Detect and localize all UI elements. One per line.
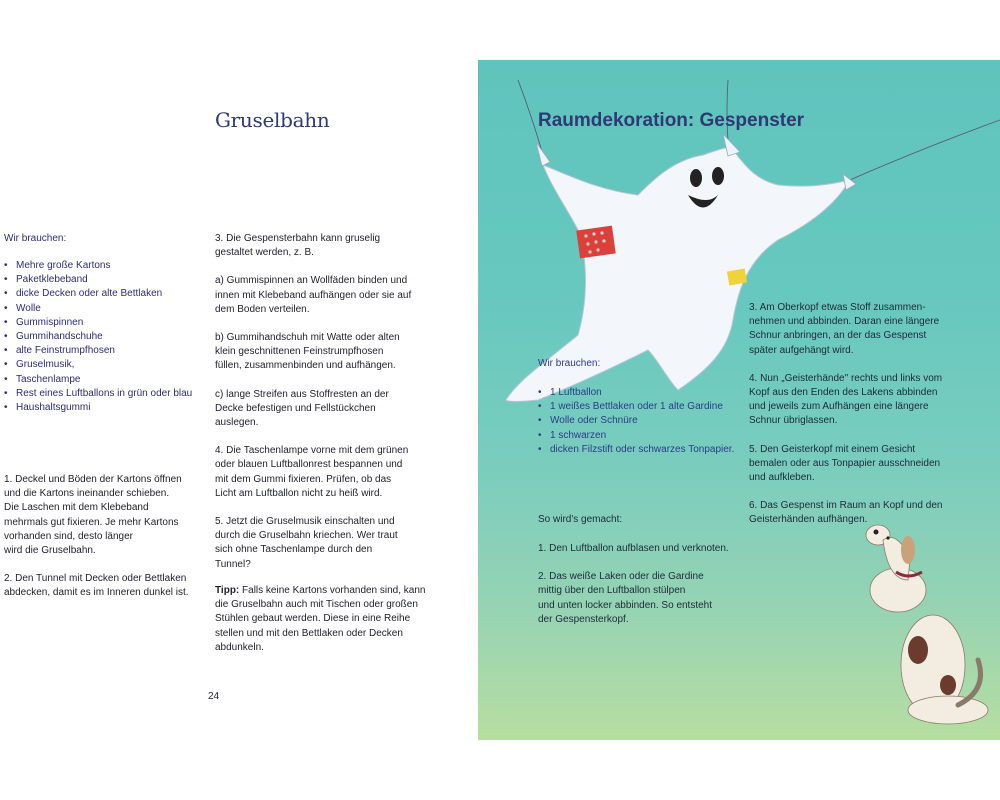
page-title-raumdekoration: Raumdekoration: Gespenster bbox=[538, 110, 805, 131]
needs-list-item: • dicken Filzstift oder schwarzes Tonpapier. bbox=[536, 443, 736, 457]
step-paragraph: 3. Die Gespensterbahn kann gruselig gestaltet werden, z. B. bbox=[215, 233, 381, 259]
step-paragraph: 6. Das Gespenst im Raum an Kopf und den Geisterhänden aufhängen. bbox=[749, 500, 943, 526]
needs-list-item: • 1 schwarzen bbox=[536, 429, 736, 443]
step-paragraph: 3. Am Oberkopf etwas Stoff zusammen- nehmen und abbinden. Daran eine längere Schnur anbringen, an der das Gespenst später aufgehängt wird. bbox=[749, 302, 940, 356]
needs-list-item: • Gruselmusik, bbox=[2, 358, 202, 372]
page-number: 24 bbox=[208, 691, 220, 702]
needs-list-item: • Haushaltsgummi bbox=[2, 401, 202, 415]
needs-list-item: • Gummispinnen bbox=[2, 316, 202, 330]
step-paragraph: 4. Die Taschenlampe vorne mit dem grünen oder blauen Luftballonrest bespannen und mit dem Gummi fixieren. Prüfen, ob das Licht am Luftballon nicht zu heiß wird. bbox=[215, 445, 409, 499]
step-paragraph: 5. Jetzt die Gruselmusik einschalten und durch die Gruselbahn kriechen. Wer traut sich ohne Taschenlampe durch den Tunnel? bbox=[215, 516, 398, 570]
page-title-gruselbahn: Gruselbahn bbox=[215, 108, 330, 132]
needs-list-item: • Gummihandschuhe bbox=[2, 330, 202, 344]
needs-list bbox=[2, 259, 202, 415]
needs-list-item: • Taschenlampe bbox=[2, 373, 202, 387]
howto-heading: So wird's gemacht: bbox=[538, 514, 623, 525]
step-paragraph: 1. Den Luftballon aufblasen und verknoten. bbox=[538, 543, 729, 554]
needs-list-item: • Paketklebeband bbox=[2, 273, 202, 287]
step-paragraph: 2. Das weiße Laken oder die Gardine mittig über den Luftballon stülpen und unten locker abbinden. So entsteht der Gespensterkopf. bbox=[538, 571, 713, 625]
step-paragraph: a) Gummispinnen an Wollfäden binden und innen mit Klebeband aufhängen oder sie auf dem Boden verteilen. bbox=[215, 275, 412, 315]
needs-heading: Wir brauchen: bbox=[4, 233, 67, 244]
needs-heading-right: Wir brauchen: bbox=[538, 358, 601, 369]
needs-list-item: • Mehre große Kartons bbox=[2, 259, 202, 273]
dog-illustration bbox=[866, 525, 988, 724]
steps-column-2 bbox=[215, 232, 425, 586]
needs-list-right bbox=[536, 386, 736, 457]
right-page bbox=[478, 60, 1000, 740]
tip-label: Tipp: bbox=[215, 585, 240, 596]
step-paragraph: c) lange Streifen aus Stoffresten an der Decke befestigen und Fellstückchen auslegen. bbox=[215, 388, 389, 429]
steps-column-1 bbox=[4, 473, 204, 615]
step-paragraph: 5. Den Geisterkopf mit einem Gesicht bemalen oder aus Tonpapier ausschneiden und aufkleben. bbox=[749, 443, 941, 484]
step-paragraph: 4. Nun „Geisterhände" rechts und links vom Kopf aus den Enden des Lakens abbinden und jeweils zum Aufhängen eine längere Schnur übriglassen. bbox=[749, 372, 943, 427]
tip-paragraph: Tipp: Falls keine Kartons vorhanden sind, kann die Gruselbahn auch mit Tischen oder großen Stühlen gebaut werden. Diese in eine Reihe stellen und mit den Bettlaken oder Decken abdunkeln. bbox=[215, 585, 426, 653]
needs-list-item: • Wolle bbox=[2, 302, 202, 316]
step-paragraph: 1. Deckel und Böden der Kartons öffnen und die Kartons ineinander schieben. Die Laschen mit dem Klebeband mehrmals gut fixieren. Je mehr Kartons vorhanden sind, desto länger wird die Gruselbahn. bbox=[4, 474, 182, 557]
needs-list-item: • alte Feinstrumpfhosen bbox=[2, 344, 202, 358]
needs-list-item: • 1 weißes Bettlaken oder 1 alte Gardine bbox=[536, 400, 736, 414]
needs-list-item: • dicke Decken oder alte Bettlaken bbox=[2, 287, 202, 301]
steps-right-column-2 bbox=[749, 301, 949, 542]
needs-list-item: • 1 Luftballon bbox=[536, 386, 736, 400]
needs-list-item: • Rest eines Luftballons in grün oder blau bbox=[2, 387, 202, 401]
step-paragraph: 2. Den Tunnel mit Decken oder Bettlaken abdecken, damit es im Inneren dunkel ist. bbox=[4, 573, 189, 599]
needs-list-item: • Wolle oder Schnüre bbox=[536, 414, 736, 428]
step-paragraph: b) Gummihandschuh mit Watte oder alten klein geschnittenen Feinstrumpfhosen füllen, zusammenbinden und aufhängen. bbox=[215, 332, 400, 372]
steps-right-column-1 bbox=[538, 542, 748, 641]
